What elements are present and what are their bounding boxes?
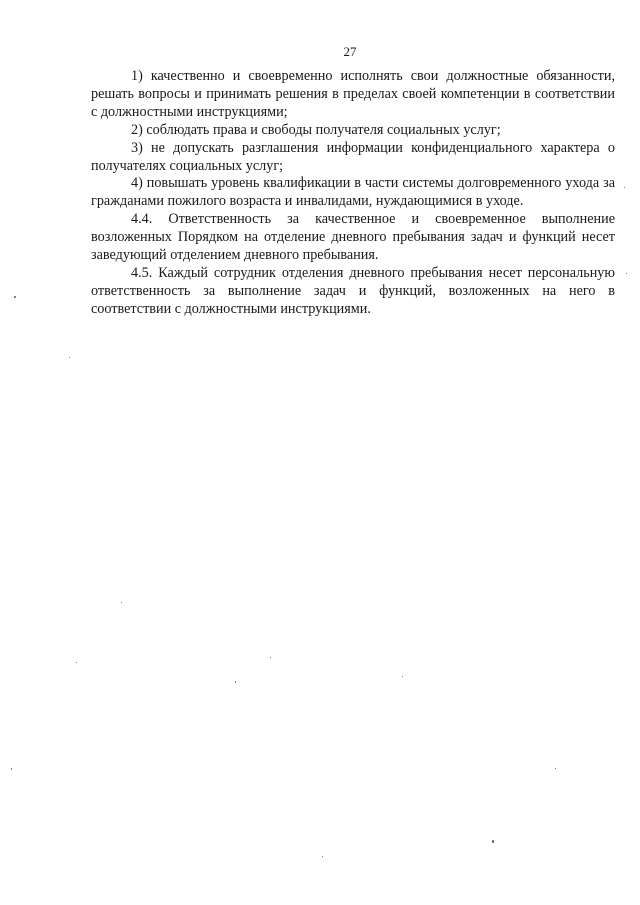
scan-speck <box>402 676 403 677</box>
scan-speck <box>76 662 77 663</box>
scan-speck <box>322 856 323 857</box>
scan-speck <box>121 602 122 603</box>
scan-speck <box>626 273 627 274</box>
duty-item-4: 4) повышать уровень квалификации в части системы долговременного ухода за гражданами пожилого возраста и инвалидами, нуждающимися в уходе. <box>91 175 615 210</box>
scan-speck <box>69 357 70 358</box>
page-number: 27 <box>343 44 357 59</box>
scan-speck <box>492 840 494 843</box>
scan-speck <box>14 296 16 298</box>
duty-item-1: 1) качественно и своевременно исполнять свои должностные обязанности, решать вопросы и принимать решения в пределах своей компетенции в соответствии с должностными инструкциями; <box>91 68 615 120</box>
scan-speck <box>555 768 556 769</box>
scan-speck <box>270 657 271 658</box>
duty-item-2: 2) соблюдать права и свободы получателя социальных услуг; <box>131 121 501 138</box>
scan-speck <box>11 768 12 770</box>
document-body <box>91 68 615 319</box>
scan-speck <box>624 187 625 188</box>
clause-4-4: 4.4. Ответственность за качественное и своевременное выполнение возложенных Порядком на отделение дневного пребывания задач и функций несет заведующий отделением дневного пребывания. <box>91 211 615 264</box>
clause-4-5: 4.5. Каждый сотрудник отделения дневного пребывания несет персональную ответственность за выполнение задач и функций, возложенных на него в соответствии с должностными инструкциями. <box>91 264 615 317</box>
duty-item-3: 3) не допускать разглашения информации конфиденциального характера о получателях социальных услуг; <box>91 139 615 174</box>
scan-speck <box>235 681 236 683</box>
